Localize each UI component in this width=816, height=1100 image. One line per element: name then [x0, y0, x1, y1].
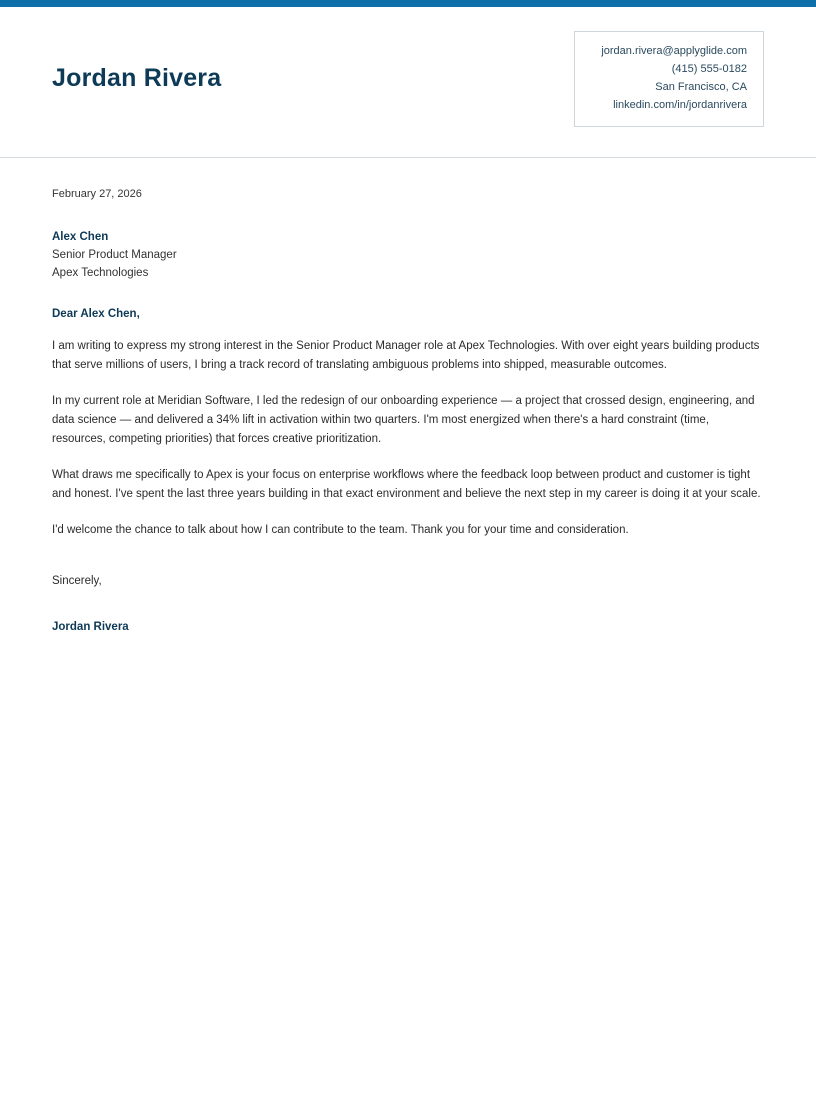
letter-closing: Sincerely,	[52, 575, 102, 587]
recipient-title: Senior Product Manager	[52, 249, 177, 261]
page-title: Jordan Rivera	[52, 64, 222, 93]
recipient-company: Apex Technologies	[52, 267, 149, 279]
salutation: Dear Alex Chen,	[52, 308, 140, 320]
letter-header	[0, 7, 816, 158]
contact-phone: (415) 555-0182	[671, 63, 747, 75]
letter-body	[0, 158, 816, 633]
letter-paragraph: What draws me specifically to Apex is your focus on enterprise workflows where the feedback loop between product and customer is tight and honest. I've spent the last three years building in that exact environment and believe the next step in my career is doing it at your scale.	[52, 469, 761, 500]
letter-signature: Jordan Rivera	[52, 621, 129, 633]
letter-paragraph: I'd welcome the chance to talk about how I can contribute to the team. Thank you for your time and consideration.	[52, 524, 629, 536]
contact-location: San Francisco, CA	[655, 81, 747, 93]
contact-email: jordan.rivera@applyglide.com	[601, 45, 747, 57]
letter-paragraph: In my current role at Meridian Software, I led the redesign of our onboarding experience — a project that crossed design, engineering, and data science — and delivered a 34% lift in activation within two quarters. I'm most energized when there's a hard constraint (time, resources, competing priorities) that forces creative prioritization.	[52, 395, 755, 445]
contact-linkedin: linkedin.com/in/jordanrivera	[613, 99, 747, 111]
letter-date: February 27, 2026	[52, 188, 142, 200]
contact-box	[574, 31, 764, 127]
accent-bar	[0, 0, 816, 7]
letter-paragraph: I am writing to express my strong interest in the Senior Product Manager role at Apex Technologies. With over eight years building products that serve millions of users, I bring a track record of translating ambiguous problems into shipped, measurable outcomes.	[52, 340, 760, 371]
recipient-name: Alex Chen	[52, 231, 109, 243]
